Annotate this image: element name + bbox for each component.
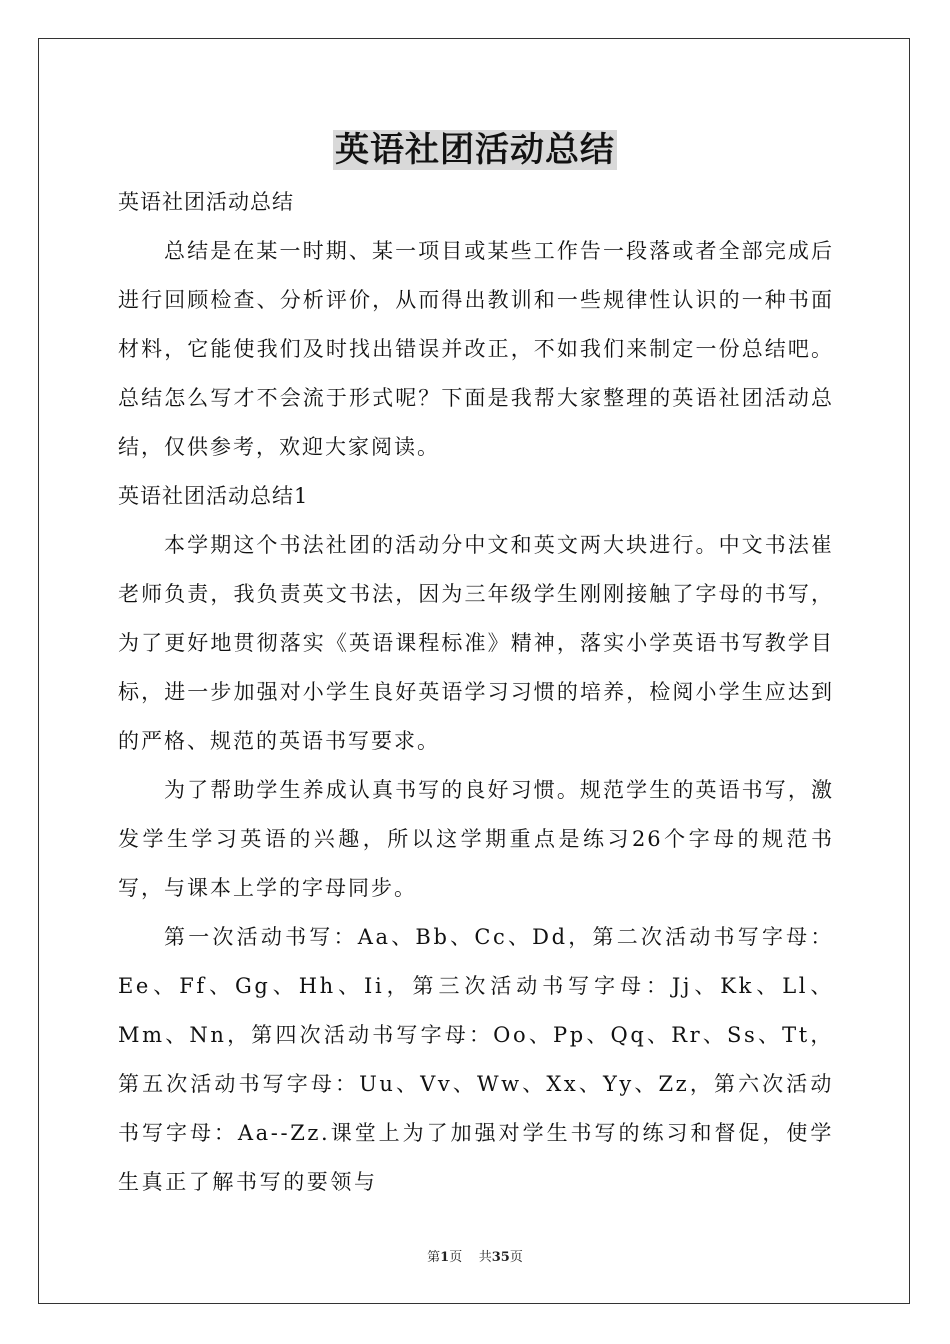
page-number: 1 bbox=[440, 1250, 450, 1265]
section-heading: 英语社团活动总结1 bbox=[118, 484, 309, 508]
document-title bbox=[0, 128, 950, 172]
document-title-text: 英语社团活动总结 bbox=[335, 130, 615, 170]
body-paragraph: 本学期这个书法社团的活动分中文和英文两大块进行。中文书法崔老师负责，我负责英文书法，因为三年级学生刚刚接触了字母的书写，为了更好地贯彻落实《英语课程标准》精神，落实小学英语书写教学目标，进一步加强对小学生良好英语学习习惯的培养，检阅小学生应达到的严格、规范的英语书写要求。 bbox=[118, 533, 834, 753]
subtitle-line: 英语社团活动总结 bbox=[118, 190, 294, 214]
document-body bbox=[118, 178, 834, 1207]
page-prefix: 第 bbox=[427, 1250, 441, 1265]
body-paragraph: 为了帮助学生养成认真书写的良好习惯。规范学生的英语书写，激发学生学习英语的兴趣，所以这学期重点是练习26个字母的规范书写，与课本上学的字母同步。 bbox=[118, 778, 834, 900]
page-suffix: 页 bbox=[449, 1250, 463, 1265]
intro-paragraph: 总结是在某一时期、某一项目或某些工作告一段落或者全部完成后进行回顾检查、分析评价，从而得出教训和一些规律性认识的一种书面材料，它能使我们及时找出错误并改正，不如我们来制定一份总结吧。总结怎么写才不会流于形式呢？下面是我帮大家整理的英语社团活动总结，仅供参考，欢迎大家阅读。 bbox=[118, 239, 834, 459]
total-pages: 35 bbox=[491, 1250, 510, 1265]
body-paragraph: 第一次活动书写：Aa、Bb、Cc、Dd，第二次活动书写字母：Ee、Ff、Gg、Hh、Ii，第三次活动书写字母：Jj、Kk、Ll、Mm、Nn，第四次活动书写字母：Oo、Pp、Qq、Rr、Ss、Tt，第五次活动书写字母：Uu、Vv、Ww、Xx、Yy、Zz，第六次活动书写字母：Aa--Zz.课堂上为了加强对学生书写的练习和督促，使学生真正了解书写的要领与 bbox=[118, 925, 834, 1194]
page-footer bbox=[0, 1246, 950, 1265]
total-prefix: 共 bbox=[478, 1250, 492, 1265]
total-suffix: 页 bbox=[509, 1250, 523, 1265]
